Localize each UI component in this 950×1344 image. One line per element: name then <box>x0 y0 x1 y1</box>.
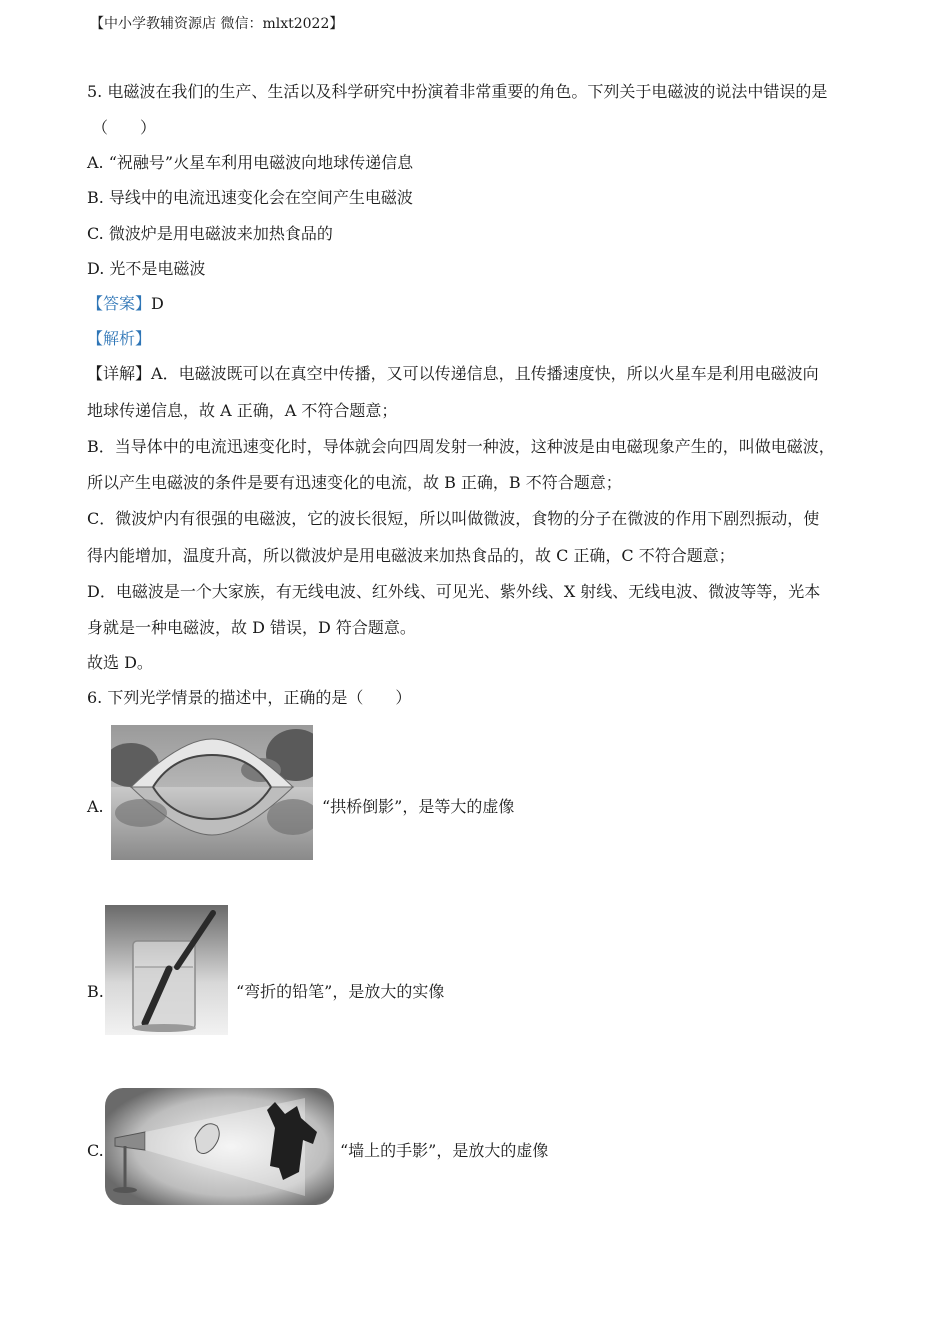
q5-option-c: C. 微波炉是用电磁波来加热食品的 <box>87 224 333 243</box>
q6-option-c-label: C. <box>87 1141 104 1160</box>
answer-value: D <box>151 294 164 313</box>
hand-shadow-photo <box>105 1088 334 1205</box>
detail-d-line-2: 身就是一种电磁波，故 D 错误，D 符合题意。 <box>87 618 416 637</box>
arch-bridge-photo <box>111 725 313 860</box>
detail-b-line-2: 所以产生电磁波的条件是要有迅速变化的电流，故 B 正确，B 不符合题意； <box>87 473 622 492</box>
q6-option-c-text: “墙上的手影”，是放大的虚像 <box>340 1141 549 1160</box>
bent-pencil-photo <box>105 905 228 1035</box>
q5-option-b: B. 导线中的电流迅速变化会在空间产生电磁波 <box>87 188 413 207</box>
q5-stem-line-1: 5. 电磁波在我们的生产、生活以及科学研究中扮演着非常重要的角色。下列关于电磁波的说法中错误的是 <box>87 82 828 101</box>
detail-c-line-2: 得内能增加，温度升高，所以微波炉是用电磁波来加热食品的，故 C 正确，C 不符合题意； <box>87 546 735 565</box>
analysis-tag: 【解析】 <box>87 329 152 348</box>
detail-tag: 【详解】 <box>87 364 152 383</box>
q5-option-d: D. 光不是电磁波 <box>87 259 206 278</box>
detail-d-line-1: D．电磁波是一个大家族，有无线电波、红外线、可见光、紫外线、X 射线、无线电波、微波等等，光本 <box>87 582 821 601</box>
detail-a-text: A．电磁波既可以在真空中传播，又可以传递信息，且传播速度快，所以火星车是利用电磁波向 <box>151 364 819 383</box>
q5-option-a: A. “祝融号”火星车利用电磁波向地球传递信息 <box>87 153 414 172</box>
q6-stem: 6. 下列光学情景的描述中，正确的是（ ） <box>87 688 412 707</box>
page-header: 【中小学教辅资源店 微信：mlxt2022】 <box>90 16 344 32</box>
detail-a-line-1 <box>87 364 819 384</box>
q5-stem-line-2: （ ） <box>92 118 157 137</box>
q6-option-a-text: “拱桥倒影”，是等大的虚像 <box>322 797 515 816</box>
detail-a-line-2: 地球传递信息，故 A 正确，A 不符合题意； <box>87 401 398 420</box>
detail-b-line-1: B．当导体中的电流迅速变化时，导体就会向四周发射一种波，这种波是由电磁现象产生的，叫做电磁波， <box>87 437 835 456</box>
q6-option-a-label: A. <box>87 797 104 816</box>
answer-tag: 【答案】 <box>87 294 152 313</box>
q6-option-b-text: “弯折的铅笔”，是放大的实像 <box>236 982 445 1001</box>
q5-answer <box>87 294 164 314</box>
conclusion: 故选 D。 <box>87 653 153 672</box>
detail-c-line-1: C．微波炉内有很强的电磁波，它的波长很短，所以叫做微波，食物的分子在微波的作用下剧烈振动，使 <box>87 509 820 528</box>
q6-option-b-label: B. <box>87 982 104 1001</box>
